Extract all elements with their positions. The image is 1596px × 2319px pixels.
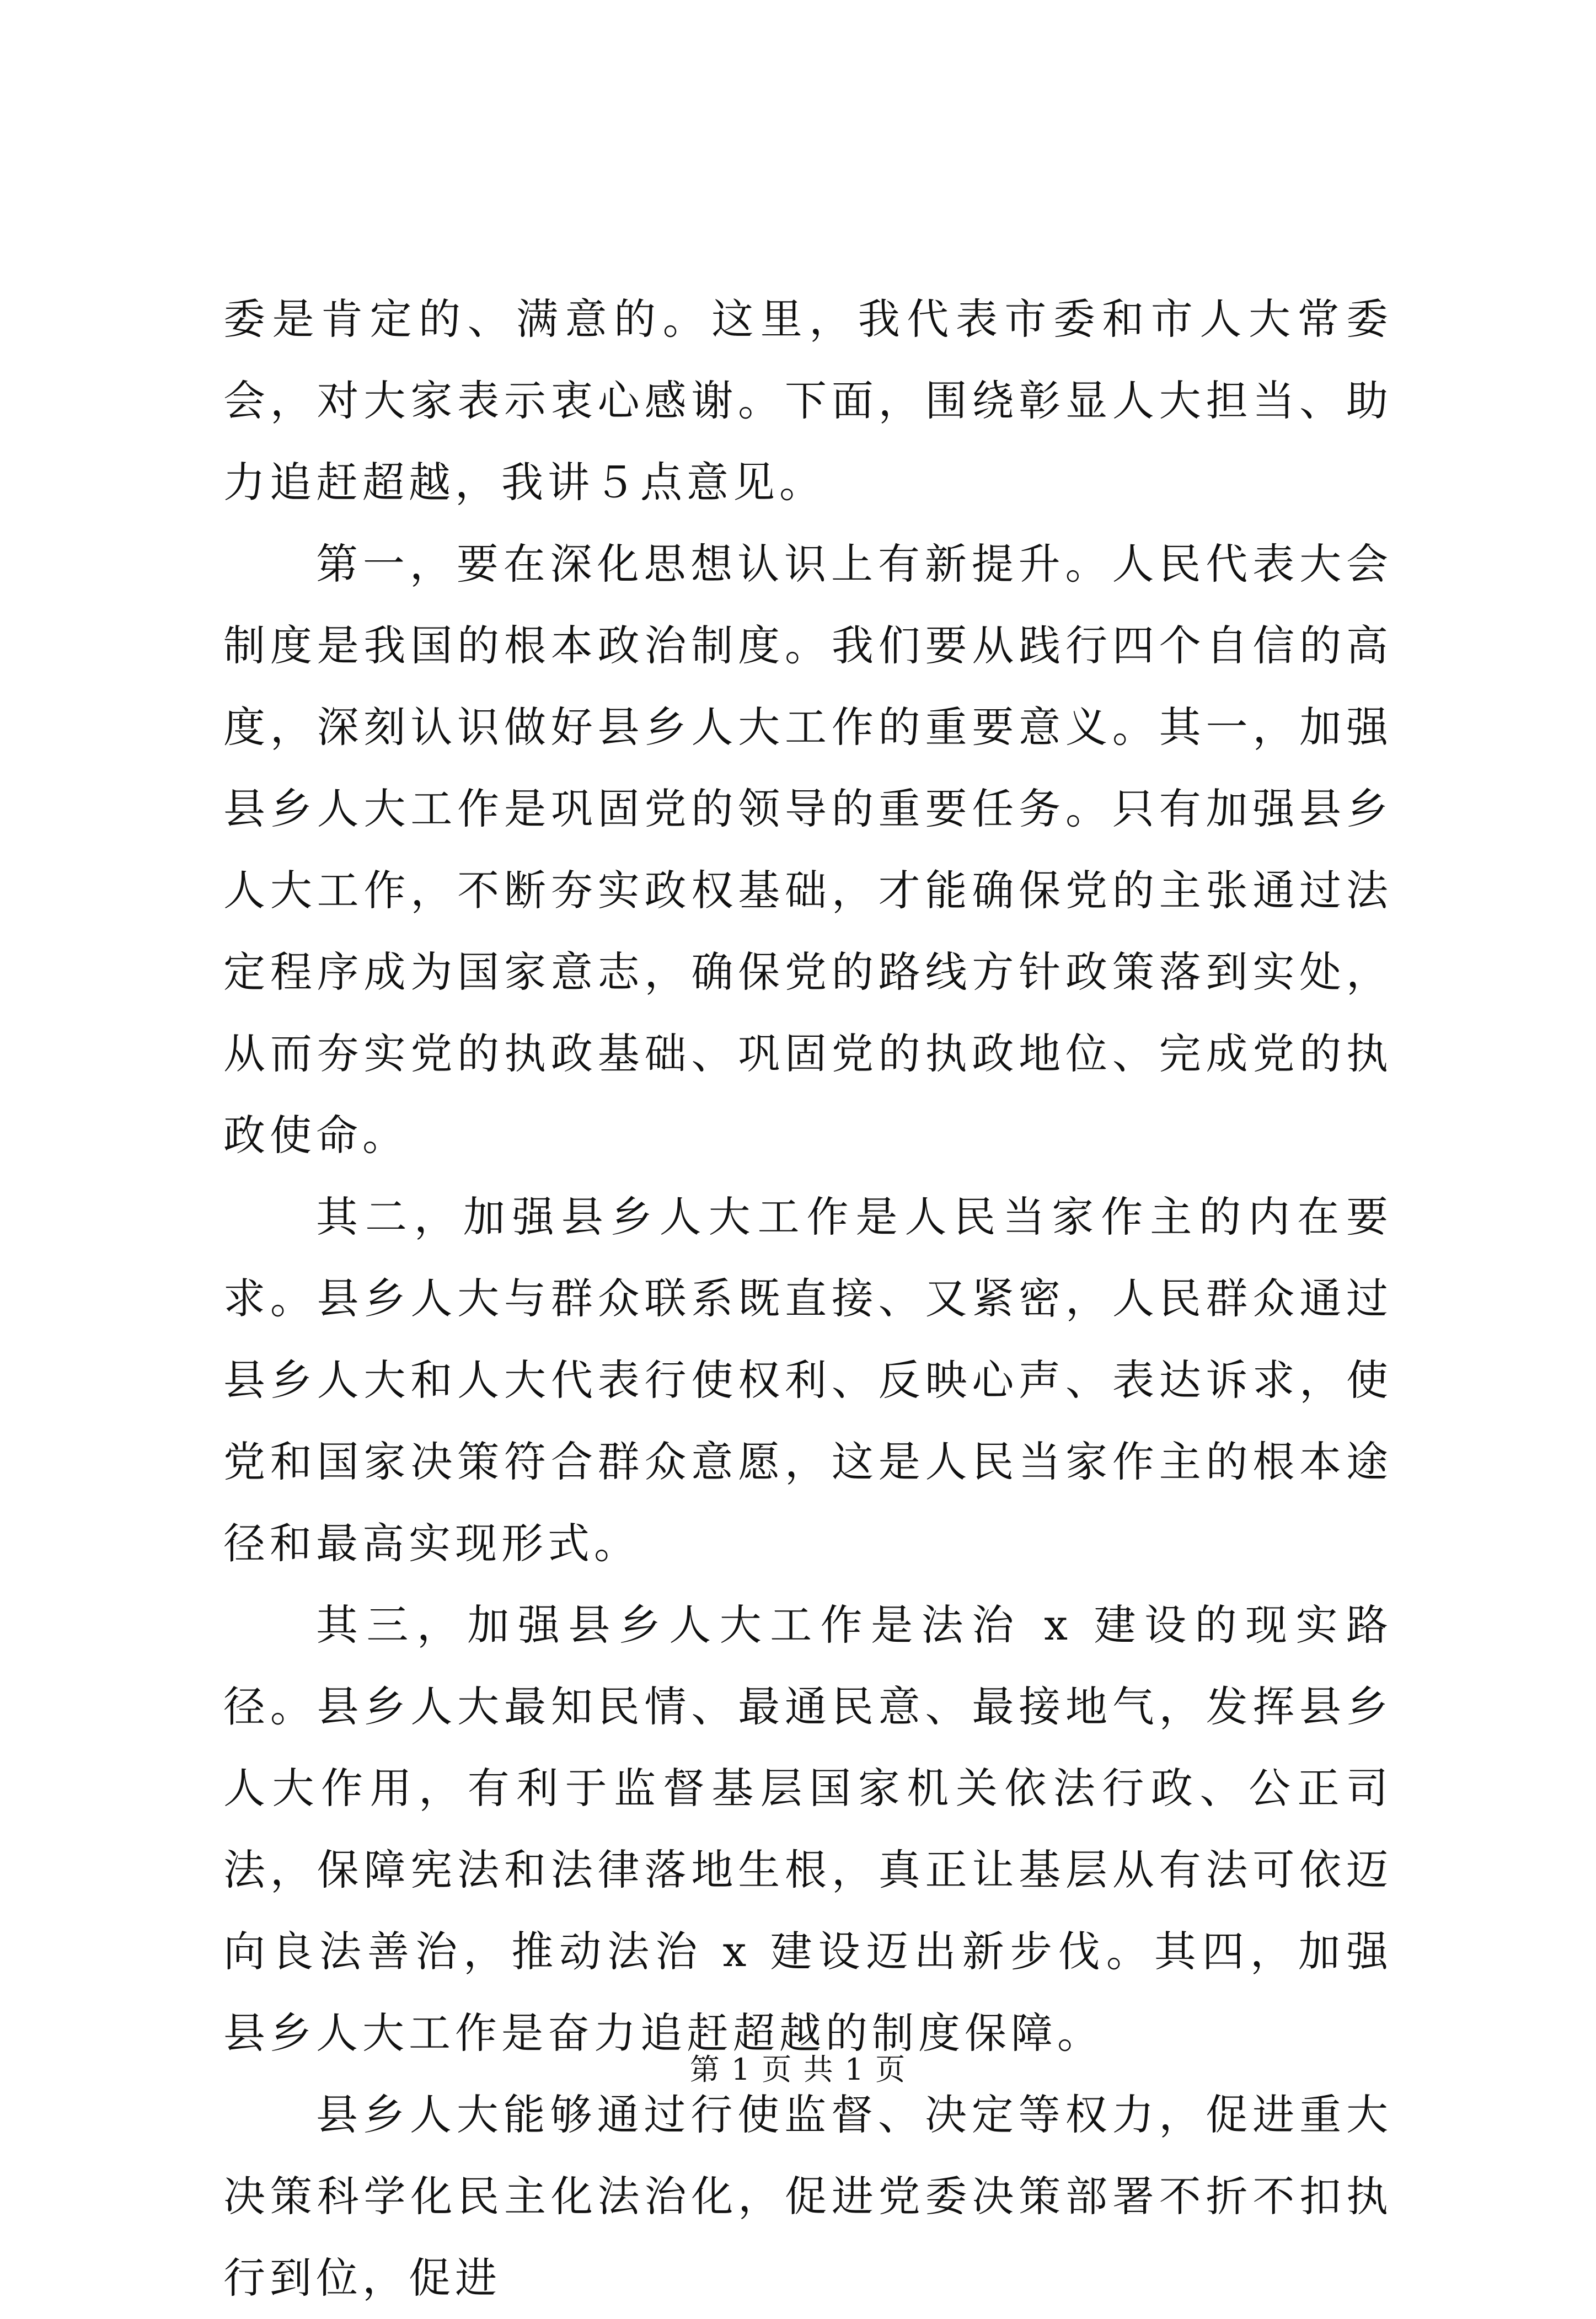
paragraph-continuation: 委是肯定的、满意的。这里，我代表市委和市人大常委会，对大家表示衷心感谢。下面，围绕彰显人大担当、助力追赶超越，我讲５点意见。 [223, 294, 1393, 507]
paragraph-first-point: 第一，要在深化思想认识上有新提升。人民代表大会制度是我国的根本政治制度。我们要从践行四个自信的高度，深刻认识做好县乡人大工作的重要意义。其一，加强县乡人大工作是巩固党的领导的重要任务。只有加强县乡人大工作，不断夯实政权基础，才能确保党的主张通过法定程序成为国家意志，确保党的路线方针政策落到实处，从而夯实党的执政基础、巩固党的执政地位、完成党的执政使命。 [223, 539, 1393, 1160]
paragraph-third-point: 其三，加强县乡人大工作是法治 x 建设的现实路径。县乡人大最知民情、最通民意、最接地气，发挥县乡人大作用，有利于监督基层国家机关依法行政、公正司法，保障宪法和法律落地生根，真正让基层从有法可依迈向良法善治，推动法治 x 建设迈出新步伐。其四，加强县乡人大工作是奋力追赶超越的制度保障。 [223, 1600, 1393, 2058]
document-body [223, 279, 1393, 2319]
paragraph-second-point: 其二，加强县乡人大工作是人民当家作主的内在要求。县乡人大与群众联系既直接、又紧密，人民群众通过县乡人大和人大代表行使权利、反映心声、表达诉求，使党和国家决策符合群众意愿，这是人民当家作主的根本途径和最高实现形式。 [223, 1192, 1393, 1568]
page-footer: 第 1 页 共 1 页 [689, 2052, 907, 2087]
paragraph-fourth-point-cont: 县乡人大能够通过行使监督、决定等权力，促进重大决策科学化民主化法治化，促进党委决策部署不折不扣执行到位，促进 [223, 2090, 1393, 2302]
